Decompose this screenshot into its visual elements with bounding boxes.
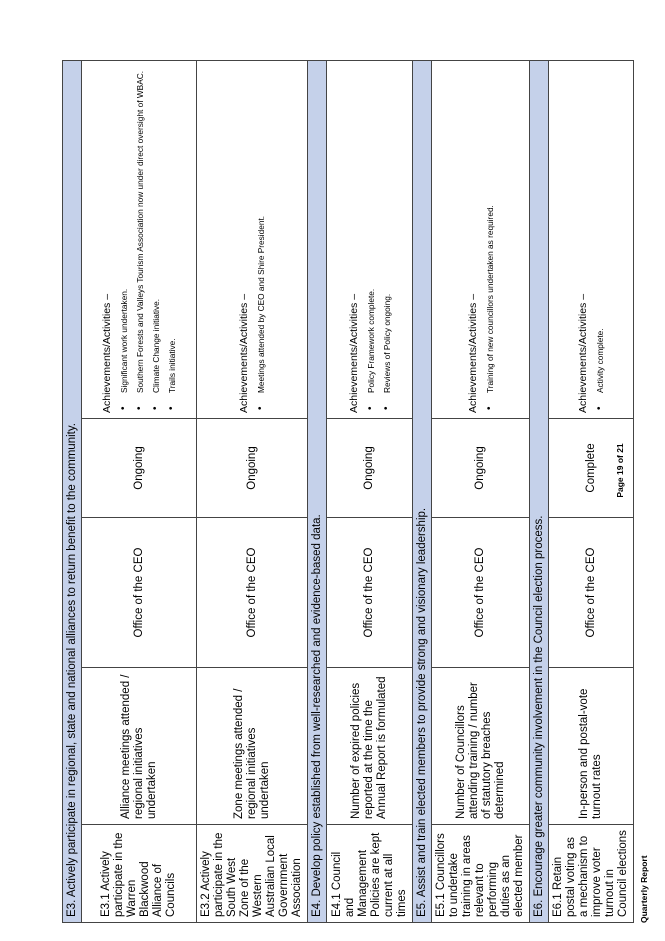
achievements-cell — [82, 60, 197, 418]
achievements-list — [485, 66, 495, 413]
table-row — [327, 60, 413, 922]
outcome-cell: E4.1 Council and Management Policies are kept current at all times — [327, 825, 413, 923]
section-heading: E4. Develop policy established from well-researched and evidence-based data. — [308, 60, 327, 922]
section-header-row — [413, 60, 432, 922]
achievements-title: Achievements/Activities – — [101, 293, 113, 413]
achievements-list — [595, 66, 605, 413]
list-item: • Meetings attended by CEO and Shire President. — [256, 66, 266, 393]
section-header-row — [308, 60, 327, 922]
outcome-cell: E6.1 Retain postal voting as a mechanism to improve voter turnout in Council elections — [549, 825, 634, 923]
strategic-plan-table — [62, 60, 634, 923]
achievements-list — [366, 66, 392, 413]
measure-cell: In-person and postal-vote turnout rates — [549, 668, 634, 825]
footer-report-title: Quarterly Report — [639, 855, 649, 923]
responsibility-cell: Office of the CEO — [197, 518, 308, 668]
list-item: • Training of new councillors undertaken as required. — [485, 66, 495, 393]
achievements-cell — [432, 60, 530, 418]
achievements-cell — [327, 60, 413, 418]
section-header-row — [530, 60, 549, 922]
section-heading: E3. Actively participate in regional, state and national alliances to return benefit to the community. — [63, 60, 82, 922]
list-item: • Reviews of Policy ongoing. — [382, 66, 392, 393]
achievements-list — [256, 66, 266, 413]
outcome-cell: E3.2 Actively participate in the South West Zone of the Western Australian Local Government Association — [197, 825, 308, 923]
measure-cell: Number of expired policies reported at the time the Annual Report is formulated — [327, 668, 413, 825]
section-heading: E6. Encourage greater community involvement in the Council election process. — [530, 60, 549, 922]
status-cell: Ongoing — [327, 419, 413, 518]
measure-cell: Number of Councillors attending training / number of statutory breaches determined — [432, 668, 530, 825]
status-cell: Ongoing — [197, 419, 308, 518]
responsibility-cell: Office of the CEO — [82, 518, 197, 668]
list-item: • Climate Change initiative. — [151, 66, 161, 393]
achievements-title: Achievements/Activities – — [466, 293, 479, 413]
list-item: • Southern Forests and Valleys Tourism Association now under direct oversight of WBAC. — [135, 66, 145, 393]
outcome-cell: E3.1 Actively participate in the Warren Blackwood Alliance of Councils — [82, 825, 197, 923]
table-row — [197, 60, 308, 922]
section-heading: E5. Assist and train elected members to provide strong and visionary leadership. — [413, 60, 432, 922]
achievements-list — [119, 66, 177, 413]
outcome-cell: E5.1 Councillors to undertake training in areas relevant to performing duties as an elected member — [432, 825, 530, 923]
table-row — [432, 60, 530, 922]
responsibility-cell: Office of the CEO — [432, 518, 530, 668]
table-row — [82, 60, 197, 922]
list-item: • Activity complete. — [595, 66, 605, 393]
measure-cell: Zone meetings attended / regional initiatives undertaken — [197, 668, 308, 825]
status-cell: Complete — [549, 419, 634, 518]
achievements-title: Achievements/Activities – — [347, 293, 360, 413]
section-header-row — [63, 60, 82, 922]
achievements-cell — [197, 60, 308, 418]
achievements-title: Achievements/Activities – — [577, 293, 589, 413]
responsibility-cell: Office of the CEO — [549, 518, 634, 668]
responsibility-cell: Office of the CEO — [327, 518, 413, 668]
list-item: • Trails initiative. — [167, 66, 177, 393]
status-cell: Ongoing — [82, 419, 197, 518]
measure-cell: Alliance meetings attended / regional initiatives undertaken — [82, 668, 197, 825]
achievements-title: Achievements/Activities – — [238, 293, 250, 413]
list-item: • Significant work undertaken. — [119, 66, 129, 393]
page-number: Page 19 of 21 — [615, 443, 625, 498]
status-cell: Ongoing — [432, 419, 530, 518]
list-item: • Policy Framework complete. — [366, 66, 376, 393]
